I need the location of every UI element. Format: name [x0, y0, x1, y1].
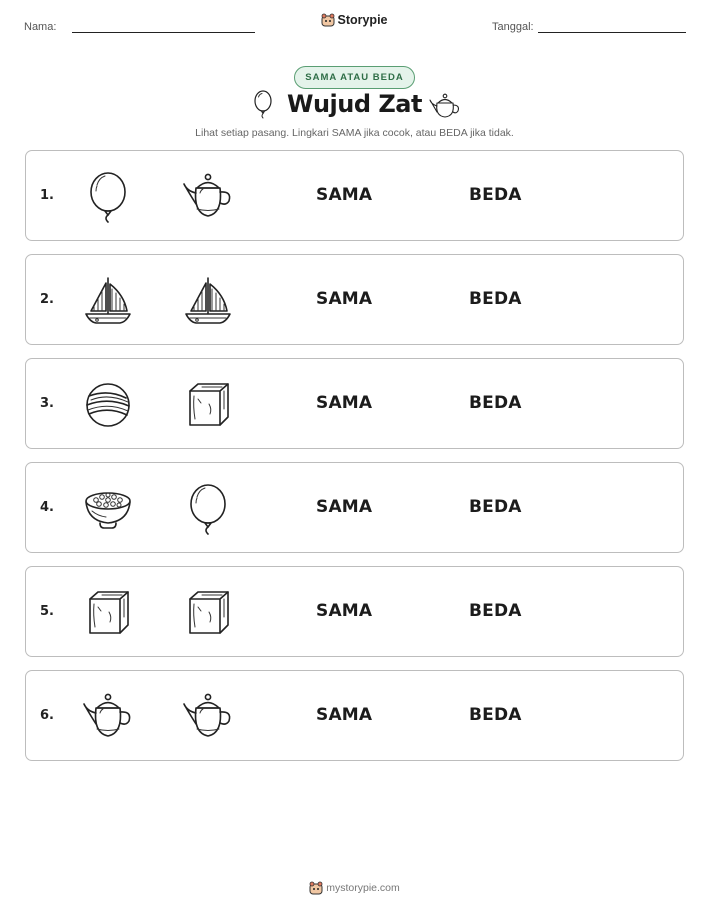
ice-cube-icon — [182, 379, 234, 431]
date-line[interactable] — [538, 32, 686, 33]
name-line[interactable] — [72, 32, 255, 33]
balloon-icon — [82, 171, 134, 223]
sailboat-icon — [82, 275, 134, 327]
same-option[interactable]: SAMA — [316, 185, 373, 205]
different-option[interactable]: BEDA — [469, 601, 522, 621]
storypie-mascot-icon — [309, 881, 323, 895]
ice-cube-icon — [182, 587, 234, 639]
ice-cube-icon — [82, 587, 134, 639]
question-number: 6. — [40, 708, 54, 723]
same-option[interactable]: SAMA — [316, 393, 373, 413]
instructions: Lihat setiap pasang. Lingkari SAMA jika cocok, atau BEDA jika tidak. — [195, 127, 514, 139]
different-option[interactable]: BEDA — [469, 289, 522, 309]
same-option[interactable]: SAMA — [316, 601, 373, 621]
brand-name: Storypie — [337, 13, 388, 27]
page-title: Wujud Zat — [287, 90, 422, 118]
footer — [0, 881, 709, 895]
question-number: 2. — [40, 292, 54, 307]
same-option[interactable]: SAMA — [316, 705, 373, 725]
cereal-bowl-icon — [82, 483, 134, 535]
different-option[interactable]: BEDA — [469, 185, 522, 205]
question-number: 1. — [40, 188, 54, 203]
different-option[interactable]: BEDA — [469, 705, 522, 725]
question-number: 4. — [40, 500, 54, 515]
question-row — [25, 254, 684, 345]
date-label: Tanggal: — [492, 21, 534, 33]
footer-url[interactable]: mystorypie.com — [326, 882, 400, 894]
teapot-icon — [182, 691, 234, 743]
balloon-icon — [182, 483, 234, 535]
question-row — [25, 566, 684, 657]
brand-logo — [0, 13, 709, 27]
name-label: Nama: — [24, 21, 57, 33]
question-row — [25, 358, 684, 449]
question-row — [25, 150, 684, 241]
sailboat-icon — [182, 275, 234, 327]
worksheet-type-badge: SAMA ATAU BEDA — [294, 66, 415, 89]
ball-icon — [82, 379, 134, 431]
different-option[interactable]: BEDA — [469, 393, 522, 413]
teapot-icon — [82, 691, 134, 743]
teapot-icon — [182, 171, 234, 223]
same-option[interactable]: SAMA — [316, 497, 373, 517]
question-number: 3. — [40, 396, 54, 411]
different-option[interactable]: BEDA — [469, 497, 522, 517]
storypie-mascot-icon — [321, 13, 335, 27]
teapot-icon — [429, 92, 463, 120]
question-row — [25, 670, 684, 761]
question-number: 5. — [40, 604, 54, 619]
same-option[interactable]: SAMA — [316, 289, 373, 309]
question-row — [25, 462, 684, 553]
